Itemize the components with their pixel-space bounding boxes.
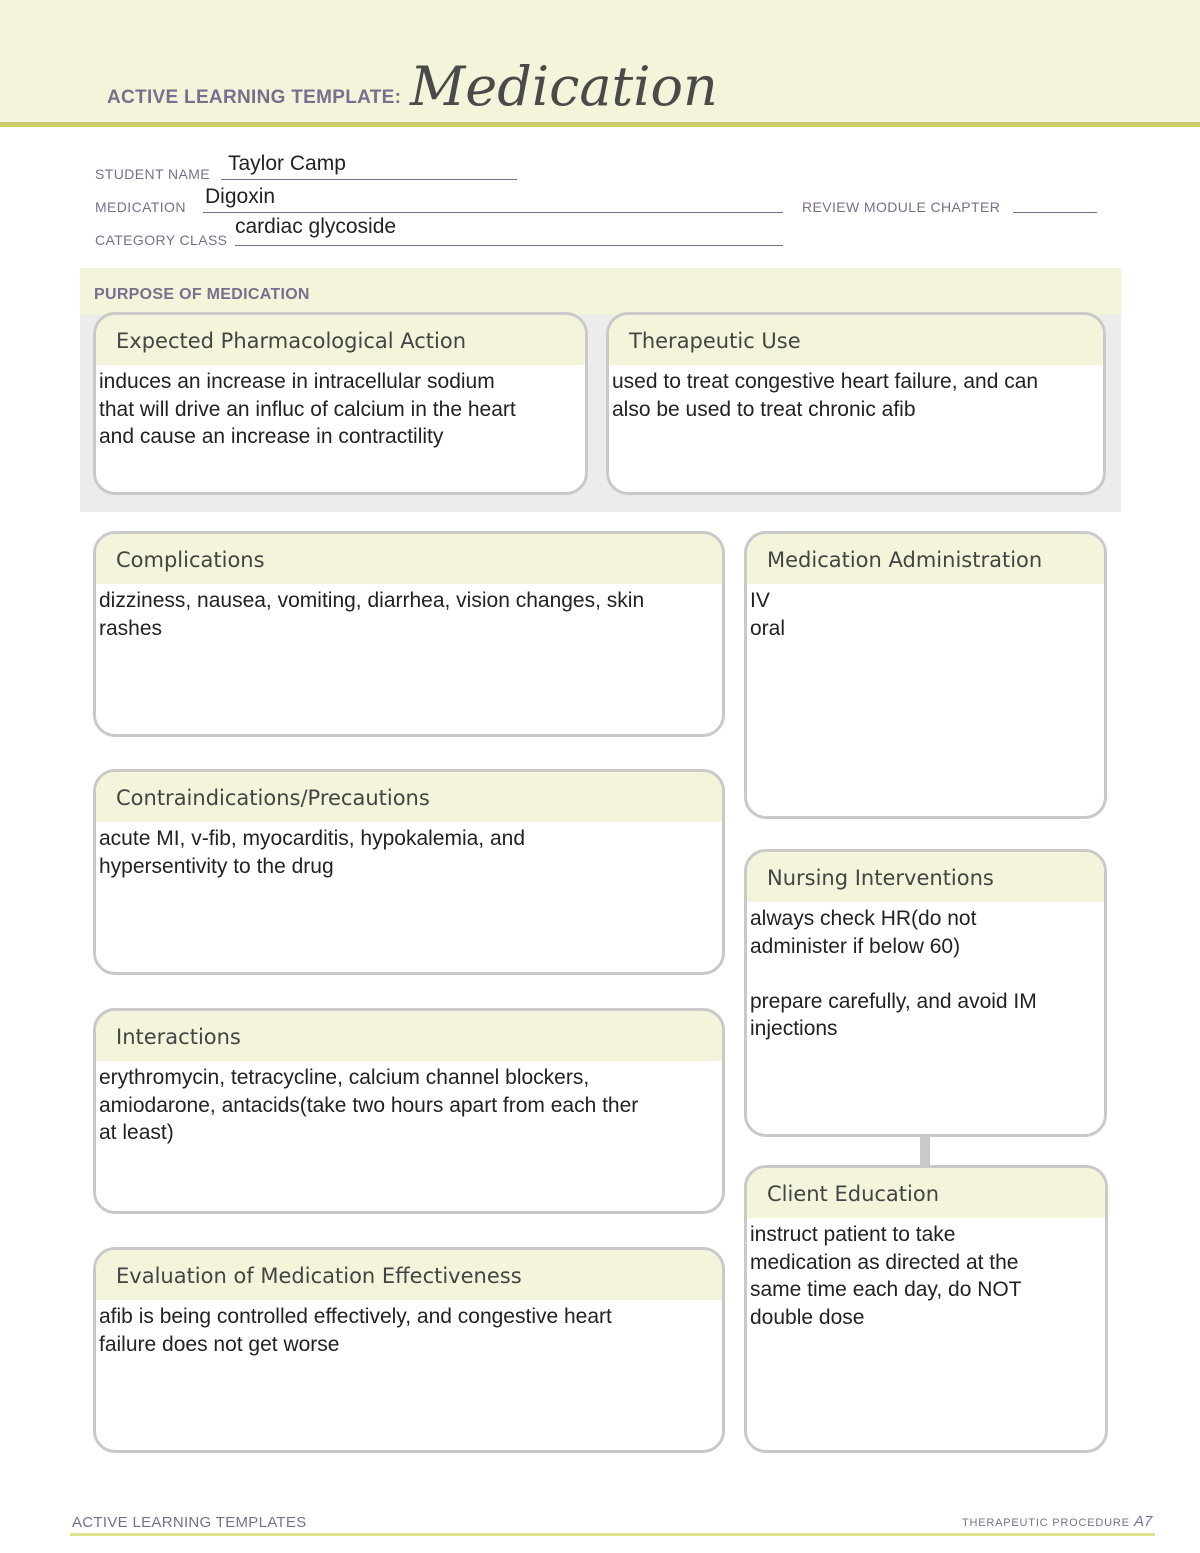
complications-text[interactable]: dizziness, nausea, vomiting, diarrhea, vision changes, skin rashes — [99, 589, 645, 640]
interactions-text[interactable]: erythromycin, tetracycline, calcium channel blockers, amiodarone, antacids(take two hours apart from each ther at least) — [99, 1066, 639, 1144]
medication-administration-box — [744, 531, 1107, 819]
student-name-underline — [221, 179, 517, 180]
nursing-interventions-box — [744, 849, 1107, 1137]
medication-value[interactable]: Digoxin — [205, 185, 276, 208]
evaluation-text[interactable]: afib is being controlled effectively, and congestive heart failure does not get worse — [99, 1305, 612, 1356]
contraindications-text[interactable]: acute MI, v-fib, myocarditis, hypokalemia, and hypersentivity to the drug — [99, 827, 526, 878]
contraindications-title: Contraindications/Precautions — [96, 772, 722, 822]
medication-administration-text[interactable]: IV oral — [750, 589, 786, 640]
expected-action-box — [93, 312, 588, 495]
category-class-underline — [235, 245, 783, 246]
category-class-value[interactable]: cardiac glycoside — [235, 215, 397, 238]
review-module-chapter-underline — [1013, 212, 1097, 213]
student-name-label: STUDENT NAME — [95, 166, 210, 182]
expected-action-text[interactable]: induces an increase in intracellular sodium that will drive an influc of calcium in the heart and cause an increase in contractility — [99, 370, 516, 448]
review-module-chapter-label: REVIEW MODULE CHAPTER — [802, 199, 1001, 215]
purpose-label: PURPOSE OF MEDICATION — [94, 286, 310, 303]
therapeutic-use-box — [606, 312, 1106, 495]
footer-section: THERAPEUTIC PROCEDURE — [962, 1517, 1130, 1529]
medication-underline — [203, 212, 783, 213]
therapeutic-use-title: Therapeutic Use — [609, 315, 1103, 365]
nursing-interventions-title: Nursing Interventions — [747, 852, 1104, 902]
client-education-box — [744, 1165, 1108, 1453]
client-education-text[interactable]: instruct patient to take medication as directed at the same time each day, do NOT double dose — [750, 1223, 1022, 1329]
interactions-box — [93, 1008, 725, 1214]
template-label: ACTIVE LEARNING TEMPLATE: — [107, 87, 402, 108]
expected-action-title: Expected Pharmacological Action — [96, 315, 585, 365]
category-class-label: CATEGORY CLASS — [95, 232, 228, 248]
footer-title: ACTIVE LEARNING TEMPLATES — [72, 1514, 307, 1531]
interactions-title: Interactions — [96, 1011, 722, 1061]
medication-label: MEDICATION — [95, 199, 186, 215]
page-number: A7 — [1134, 1513, 1153, 1530]
nursing-interventions-text[interactable]: always check HR(do not administer if below 60) prepare carefully, and avoid IM injections — [750, 907, 1037, 1040]
medication-administration-title: Medication Administration — [747, 534, 1104, 584]
complications-title: Complications — [96, 534, 722, 584]
client-education-title: Client Education — [747, 1168, 1105, 1218]
evaluation-box — [93, 1247, 725, 1453]
page-title: Medication — [410, 55, 718, 118]
footer-divider — [70, 1533, 1155, 1536]
box-connector — [920, 1135, 930, 1167]
evaluation-title: Evaluation of Medication Effectiveness — [96, 1250, 722, 1300]
contraindications-box — [93, 769, 725, 975]
student-name-value[interactable]: Taylor Camp — [228, 152, 346, 175]
therapeutic-use-text[interactable]: used to treat congestive heart failure, and can also be used to treat chronic afib — [612, 370, 1039, 421]
complications-box — [93, 531, 725, 737]
header-divider — [0, 122, 1200, 127]
